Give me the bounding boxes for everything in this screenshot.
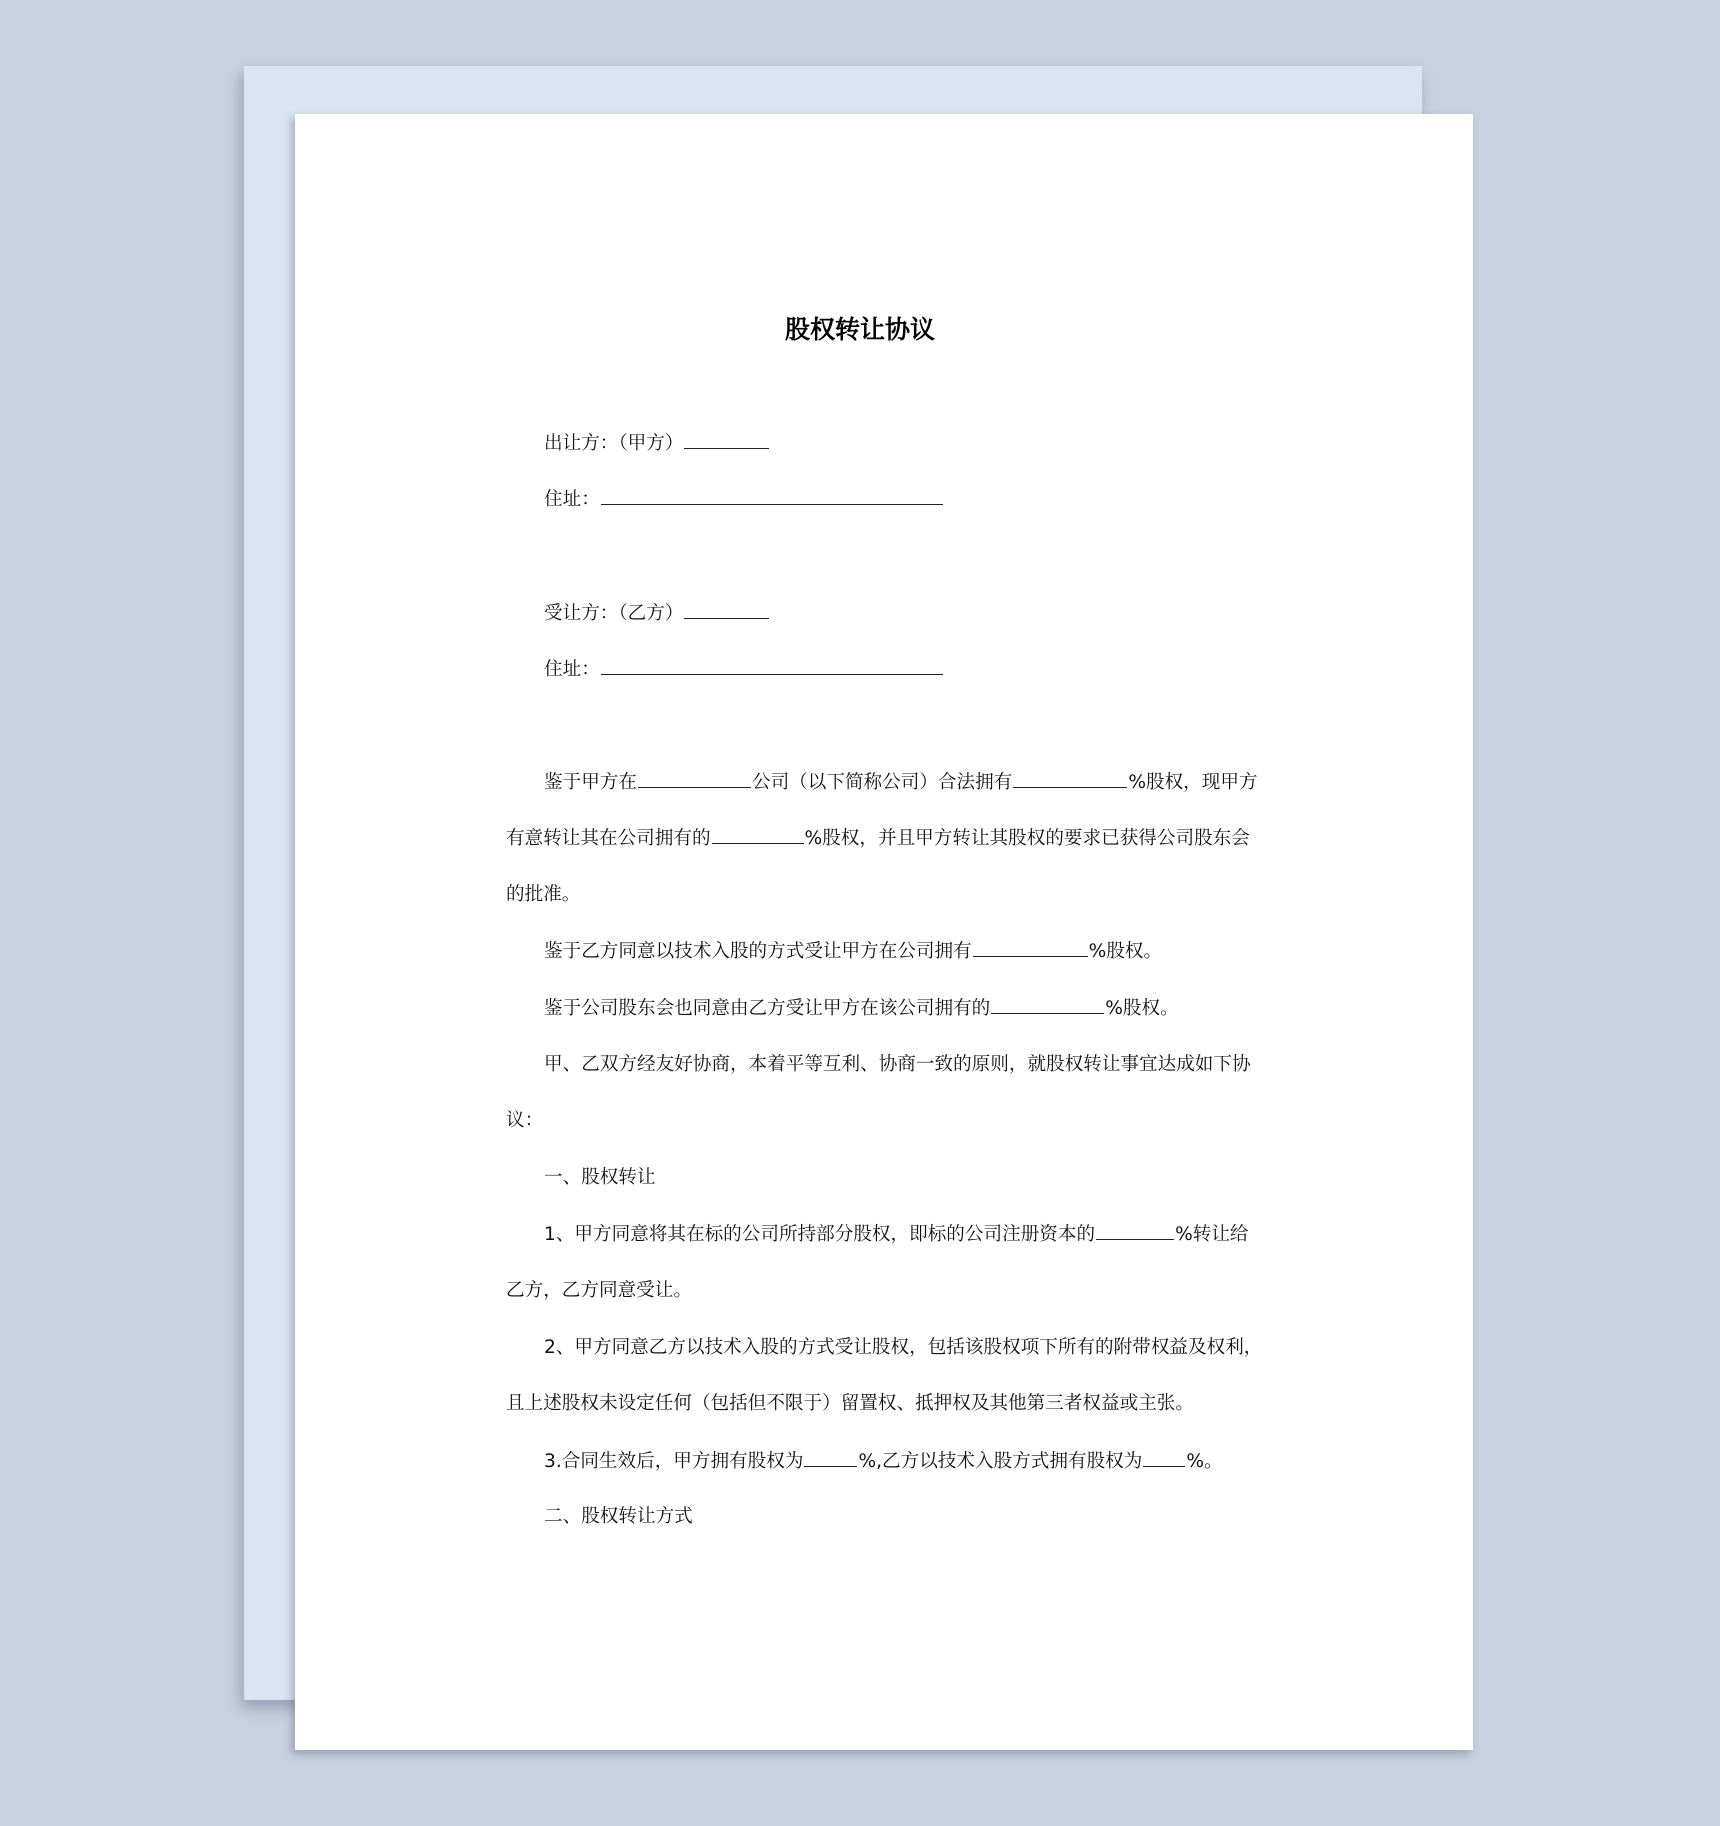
text-span: 鉴于甲方在 [544,772,637,793]
party-b-final-percent-blank[interactable] [1143,1448,1185,1467]
shareholders-percent-blank[interactable] [991,995,1104,1014]
text-span: 鉴于乙方同意以技术入股的方式受让甲方在公司拥有 [544,941,972,962]
item-2-line-2: 且上述股权未设定任何（包括但不限于）留置权、抵押权及其他第三者权益或主张。 [506,1393,1194,1414]
transferee-address-blank[interactable] [601,656,943,675]
transferee-label: 受让方：（乙方） [544,603,684,624]
text-span: %,乙方以技术入股方式拥有股权为 [858,1451,1143,1472]
text-span: 鉴于公司股东会也同意由乙方受让甲方在该公司拥有的 [544,998,991,1019]
transferor-name-blank[interactable] [684,430,769,449]
text-span: 公司（以下简称公司）合法拥有 [751,772,1013,793]
item-3 [544,1448,1223,1475]
company-name-blank[interactable] [638,769,751,788]
text-span: 1、甲方同意将其在标的公司所持部分股权，即标的公司注册资本的 [544,1224,1096,1245]
text-span: %股权。 [1088,941,1163,962]
item-1-line-1 [544,1221,1249,1248]
paragraph-4-line-2: 议： [506,1110,544,1131]
paragraph-4-line-1: 甲、乙双方经友好协商，本着平等互利、协商一致的原则，就股权转让事宜达成如下协 [544,1054,1251,1075]
transfer-percent-blank[interactable] [712,825,804,844]
transferor-address-label: 住址： [544,489,600,510]
text-span: %股权。 [1105,998,1179,1019]
item-2-line-1: 2、甲方同意乙方以技术入股的方式受让股权，包括该股权项下所有的附带权益及权利， [544,1337,1263,1358]
transferee-address-line [544,656,944,683]
transferor-address-line [544,486,944,513]
paragraph-1-line-2 [506,825,1250,852]
paragraph-1-line-1 [544,769,1258,796]
transferee-percent-blank[interactable] [973,938,1088,957]
transferee-address-label: 住址： [544,659,600,680]
text-span: 有意转让其在公司拥有的 [506,828,711,849]
paragraph-2 [544,938,1162,965]
text-span: %股权，并且甲方转让其股权的要求已获得公司股东会 [804,828,1250,849]
paragraph-3 [544,995,1179,1022]
transferee-name-blank[interactable] [684,600,769,619]
section-2-heading: 二、股权转让方式 [544,1506,693,1527]
transferor-label: 出让方：（甲方） [544,433,684,454]
text-span: %。 [1186,1451,1223,1472]
text-span: %股权，现甲方 [1128,772,1258,793]
section-1-heading: 一、股权转让 [544,1167,656,1188]
registered-capital-percent-blank[interactable] [1096,1221,1174,1240]
item-1-line-2: 乙方，乙方同意受让。 [506,1280,692,1301]
transferor-address-blank[interactable] [601,486,943,505]
transferee-line [544,600,770,627]
document-title: 股权转让协议 [784,315,935,344]
paragraph-1-line-3: 的批准。 [506,884,581,905]
transferor-line [544,430,770,457]
front-page-sheet [295,114,1473,1750]
text-span: %转让给 [1175,1224,1249,1245]
text-span: 3.合同生效后，甲方拥有股权为 [544,1451,804,1472]
party-a-final-percent-blank[interactable] [804,1448,857,1467]
owned-percent-blank[interactable] [1013,769,1127,788]
